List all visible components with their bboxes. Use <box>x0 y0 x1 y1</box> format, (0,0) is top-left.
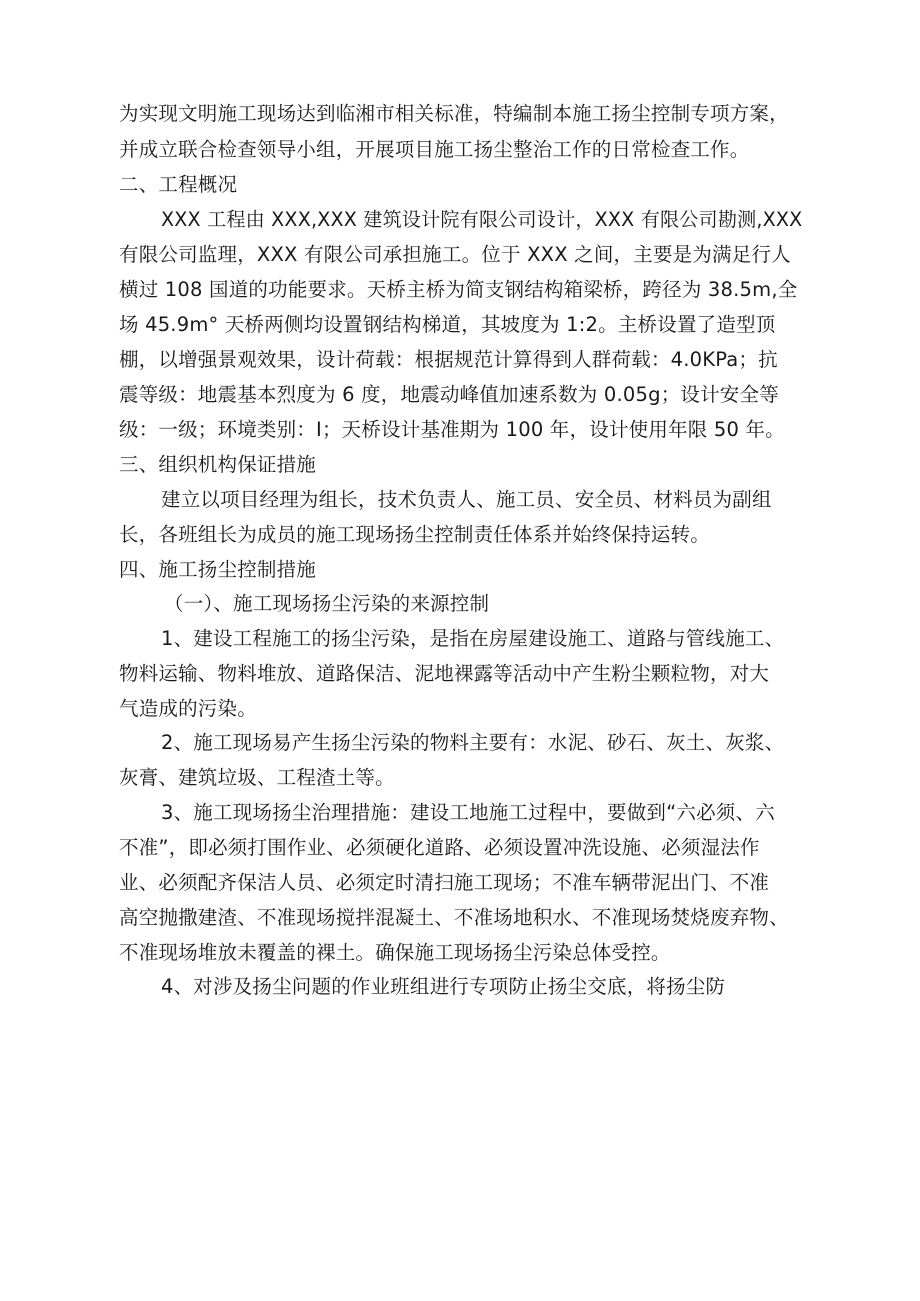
section-2-line-2: 有限公司监理，XXX 有限公司承担施工。位于 XXX 之间，主要是为满足行人 <box>119 243 791 266</box>
item-3-line-2: 不准”，即必须打围作业、必须硬化道路、必须设置冲洗设施、必须湿法作 <box>119 836 760 859</box>
item-3-line-5: 不准现场堆放未覆盖的裸土。确保施工现场扬尘污染总体受控。 <box>119 941 671 964</box>
section-3-line-1: 建立以项目经理为组长，技术负责人、施工员、安全员、材料员为副组 <box>161 488 772 511</box>
section-2-line-1: XXX 工程由 XXX,XXX 建筑设计院有限公司设计，XXX 有限公司勘测,XXX <box>161 208 803 231</box>
item-1-line-1: 1、建设工程施工的扬尘污染，是指在房屋建设施工、道路与管线施工、 <box>161 627 785 650</box>
section-2-line-7: 级：一级；环境类别：I；天桥设计基准期为 100 年，设计使用年限 50 年。 <box>119 418 785 441</box>
section-2-line-3: 横过 108 国道的功能要求。天桥主桥为简支钢结构箱梁桥，跨径为 38.5m,全 <box>119 278 798 301</box>
item-3-line-1: 3、施工现场扬尘治理措施：建设工地施工过程中，要做到“六必须、六 <box>161 801 775 824</box>
item-2-line-1: 2、施工现场易产生扬尘污染的物料主要有：水泥、砂石、灰土、灰浆、 <box>161 731 785 754</box>
item-4-line-1: 4、对涉及扬尘问题的作业班组进行专项防止扬尘交底，将扬尘防 <box>161 975 726 998</box>
section-2-line-6: 震等级：地震基本烈度为 6 度，地震动峰值加速系数为 0.05g；设计安全等 <box>119 383 779 406</box>
item-1-line-3: 气造成的污染。 <box>119 697 257 720</box>
section-2-line-4: 场 45.9m° 天桥两侧均设置钢结构梯道，其坡度为 1:2。主桥设置了造型顶 <box>119 313 776 336</box>
section-4-subheading: （一）、施工现场扬尘污染的来源控制 <box>164 592 490 615</box>
section-3-line-2: 长，各班组长为成员的施工现场扬尘控制责任体系并始终保持运转。 <box>119 523 711 546</box>
item-2-line-2: 灰膏、建筑垃圾、工程渣土等。 <box>119 766 395 789</box>
section-2-heading: 二、工程概况 <box>119 173 238 196</box>
item-1-line-2: 物料运输、物料堆放、道路保洁、泥地裸露等活动中产生粉尘颗粒物，对大 <box>119 662 770 685</box>
item-3-line-4: 高空抛撒建渣、不准现场搅拌混凝土、不准场地积水、不准现场焚烧废弃物、 <box>119 906 789 929</box>
item-3-line-3: 业、必须配齐保洁人员、必须定时清扫施工现场；不准车辆带泥出门、不准 <box>119 871 770 894</box>
intro-line-1: 为实现文明施工现场达到临湘市相关标准，特编制本施工扬尘控制专项方案， <box>119 102 789 125</box>
section-4-heading: 四、施工扬尘控制措施 <box>119 558 317 581</box>
section-2-line-5: 棚，以增强景观效果，设计荷载：根据规范计算得到人群荷载：4.0KPa；抗 <box>119 348 778 371</box>
intro-line-2: 并成立联合检查领导小组，开展项目施工扬尘整治工作的日常检查工作。 <box>119 138 750 161</box>
section-3-heading: 三、组织机构保证措施 <box>119 453 317 476</box>
